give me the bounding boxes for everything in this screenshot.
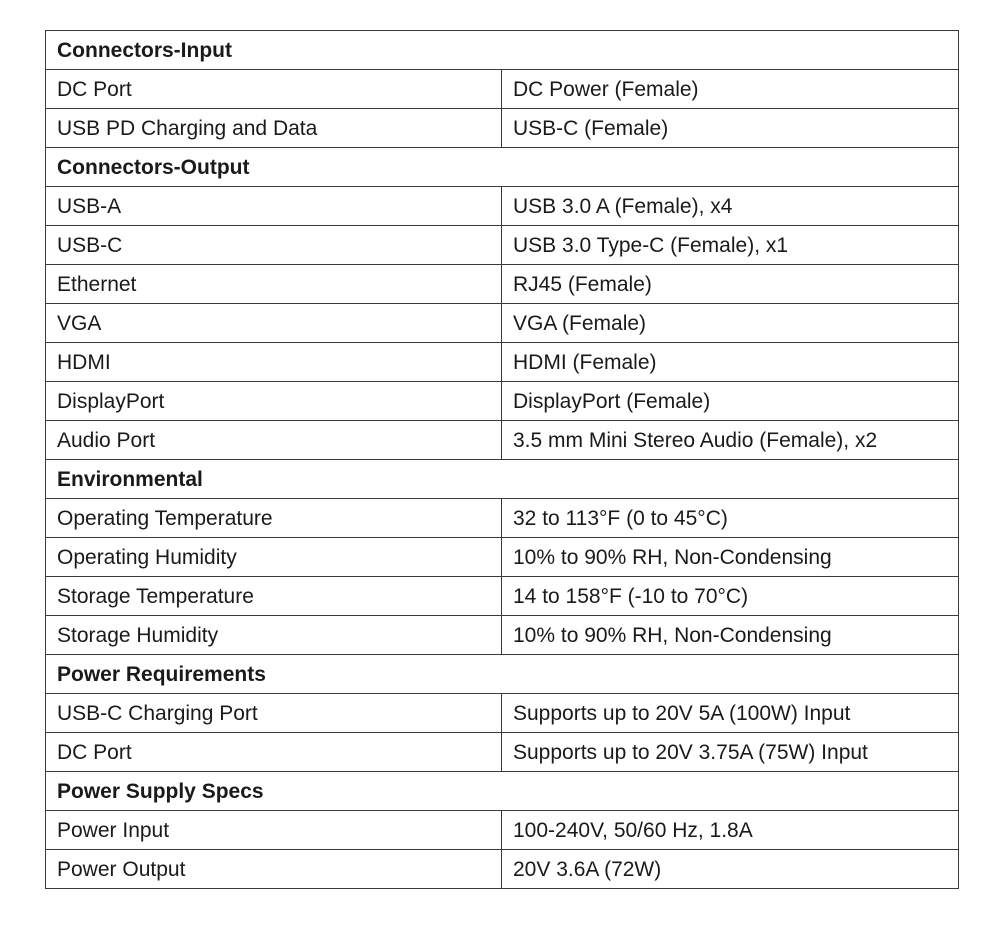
- spec-value: RJ45 (Female): [502, 265, 959, 304]
- spec-label: Operating Humidity: [46, 538, 502, 577]
- spec-label: Power Input: [46, 811, 502, 850]
- section-header-row: [46, 148, 959, 187]
- section-heading: Connectors-Input: [46, 31, 959, 70]
- table-row: [46, 343, 959, 382]
- spec-label: USB-C: [46, 226, 502, 265]
- spec-value: HDMI (Female): [502, 343, 959, 382]
- spec-value: 20V 3.6A (72W): [502, 850, 959, 889]
- spec-value: USB 3.0 Type-C (Female), x1: [502, 226, 959, 265]
- spec-value: 100-240V, 50/60 Hz, 1.8A: [502, 811, 959, 850]
- table-row: [46, 538, 959, 577]
- table-row: [46, 265, 959, 304]
- spec-value: 32 to 113°F (0 to 45°C): [502, 499, 959, 538]
- table-row: [46, 850, 959, 889]
- section-header-row: [46, 655, 959, 694]
- spec-value: DisplayPort (Female): [502, 382, 959, 421]
- spec-value: 10% to 90% RH, Non-Condensing: [502, 538, 959, 577]
- spec-label: DC Port: [46, 70, 502, 109]
- spec-label: HDMI: [46, 343, 502, 382]
- spec-label: DC Port: [46, 733, 502, 772]
- table-row: [46, 694, 959, 733]
- spec-label: USB PD Charging and Data: [46, 109, 502, 148]
- spec-label: Audio Port: [46, 421, 502, 460]
- spec-label: Storage Temperature: [46, 577, 502, 616]
- spec-value: 14 to 158°F (-10 to 70°C): [502, 577, 959, 616]
- section-heading: Connectors-Output: [46, 148, 959, 187]
- specifications-table-body: [46, 31, 959, 889]
- section-header-row: [46, 460, 959, 499]
- table-row: [46, 304, 959, 343]
- spec-value: 10% to 90% RH, Non-Condensing: [502, 616, 959, 655]
- table-row: [46, 226, 959, 265]
- section-header-row: [46, 31, 959, 70]
- table-row: [46, 187, 959, 226]
- table-row: [46, 382, 959, 421]
- spec-label: Operating Temperature: [46, 499, 502, 538]
- spec-value: DC Power (Female): [502, 70, 959, 109]
- section-heading: Environmental: [46, 460, 959, 499]
- spec-value: USB 3.0 A (Female), x4: [502, 187, 959, 226]
- table-row: [46, 577, 959, 616]
- spec-label: Ethernet: [46, 265, 502, 304]
- spec-value: USB-C (Female): [502, 109, 959, 148]
- section-header-row: [46, 772, 959, 811]
- spec-label: USB-C Charging Port: [46, 694, 502, 733]
- table-row: [46, 811, 959, 850]
- table-row: [46, 109, 959, 148]
- specifications-table: [45, 30, 959, 889]
- table-row: [46, 421, 959, 460]
- spec-label: DisplayPort: [46, 382, 502, 421]
- spec-value: VGA (Female): [502, 304, 959, 343]
- spec-value: 3.5 mm Mini Stereo Audio (Female), x2: [502, 421, 959, 460]
- section-heading: Power Requirements: [46, 655, 959, 694]
- table-row: [46, 616, 959, 655]
- table-row: [46, 499, 959, 538]
- spec-label: USB-A: [46, 187, 502, 226]
- table-row: [46, 70, 959, 109]
- table-row: [46, 733, 959, 772]
- section-heading: Power Supply Specs: [46, 772, 959, 811]
- spec-value: Supports up to 20V 5A (100W) Input: [502, 694, 959, 733]
- spec-label: Power Output: [46, 850, 502, 889]
- spec-label: VGA: [46, 304, 502, 343]
- spec-value: Supports up to 20V 3.75A (75W) Input: [502, 733, 959, 772]
- spec-label: Storage Humidity: [46, 616, 502, 655]
